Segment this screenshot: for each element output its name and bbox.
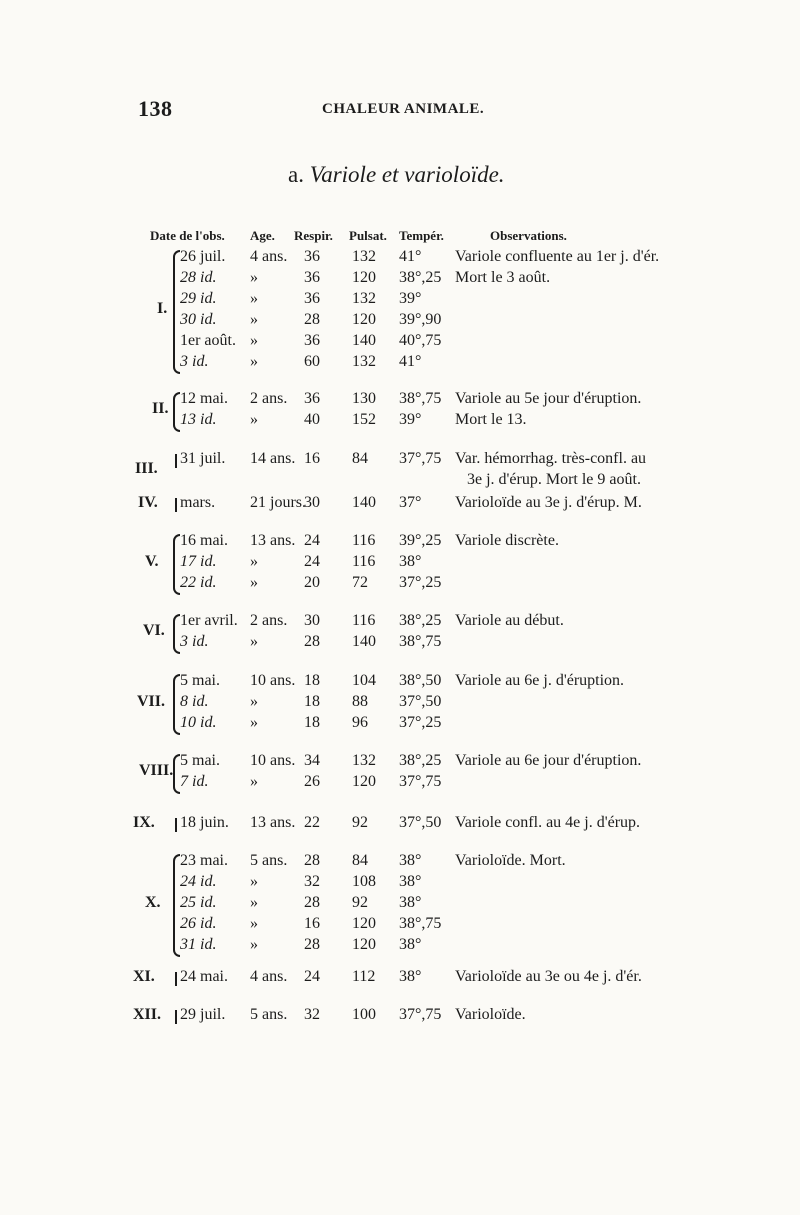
temper-cell: 37°,25 [399, 574, 442, 591]
table-row [0, 332, 800, 353]
table-row [0, 494, 800, 515]
age-cell: » [250, 873, 258, 890]
date-cell: 24 id. [180, 873, 217, 890]
pulsat-cell: 132 [352, 353, 376, 370]
respir-cell: 24 [304, 553, 320, 570]
temper-cell: 37°,75 [399, 773, 442, 790]
temper-cell: 41° [399, 353, 422, 370]
respir-cell: 28 [304, 633, 320, 650]
observation-cell: Mort le 13. [455, 411, 527, 428]
respir-cell: 36 [304, 390, 320, 407]
observation-cell: Variole confluente au 1er j. d'ér. [455, 248, 660, 265]
case-label: V. [145, 552, 159, 570]
pulsat-cell: 92 [352, 814, 368, 831]
observation-cell: Variole discrète. [455, 532, 559, 549]
temper-cell: 38° [399, 873, 422, 890]
pulsat-cell: 84 [352, 852, 368, 869]
table-row [0, 248, 800, 269]
respir-cell: 36 [304, 290, 320, 307]
case-label: X. [145, 893, 161, 911]
temper-cell: 39°,90 [399, 311, 442, 328]
age-cell: 2 ans. [250, 390, 288, 407]
temper-cell: 39° [399, 290, 422, 307]
table-row [0, 852, 800, 873]
table-row [0, 693, 800, 714]
date-cell: 17 id. [180, 553, 217, 570]
case-label: VIII. [139, 762, 174, 779]
temper-cell: 37° [399, 494, 422, 511]
respir-cell: 28 [304, 852, 320, 869]
age-cell: 21 jours. [250, 494, 306, 511]
table-row [0, 311, 800, 332]
temper-cell: 38°,75 [399, 390, 442, 407]
pulsat-cell: 120 [352, 915, 376, 932]
pulsat-cell: 92 [352, 894, 368, 911]
table-row [0, 773, 800, 794]
respir-cell: 20 [304, 574, 320, 591]
respir-cell: 18 [304, 693, 320, 710]
temper-cell: 38°,25 [399, 752, 442, 769]
table-row [0, 968, 800, 989]
table-row [0, 269, 800, 290]
pulsat-cell: 104 [352, 672, 376, 689]
date-cell: 13 id. [180, 411, 217, 428]
pulsat-cell: 100 [352, 1006, 376, 1023]
age-cell: 14 ans. [250, 450, 296, 467]
pulsat-cell: 130 [352, 390, 376, 407]
temper-cell: 39° [399, 411, 422, 428]
observation-cell: Varioloïde au 3e j. d'érup. M. [455, 494, 642, 511]
column-header-observations: Observations. [490, 228, 567, 243]
respir-cell: 24 [304, 968, 320, 985]
date-cell: 25 id. [180, 894, 217, 911]
age-cell: » [250, 411, 258, 428]
case-label: IX. [133, 813, 155, 831]
table-row [0, 1006, 800, 1027]
table-row [0, 672, 800, 693]
age-cell: » [250, 269, 258, 286]
age-cell: 10 ans. [250, 752, 296, 769]
temper-cell: 38°,75 [399, 633, 442, 650]
date-cell: 3 id. [180, 633, 209, 650]
respir-cell: 28 [304, 894, 320, 911]
date-cell: 12 mai. [180, 390, 228, 407]
table-row [0, 936, 800, 957]
case-label: VI. [143, 622, 165, 639]
date-cell: 1er août. [180, 332, 236, 349]
table-row [0, 873, 800, 894]
age-cell: 4 ans. [250, 248, 288, 265]
respir-cell: 18 [304, 672, 320, 689]
column-header-date: Date de l'obs. [150, 228, 225, 243]
temper-cell: 37°,75 [399, 450, 442, 467]
date-cell: 1er avril. [180, 612, 238, 629]
observation-cell: Varioloïde au 3e ou 4e j. d'ér. [455, 968, 642, 985]
age-cell: 5 ans. [250, 1006, 288, 1023]
age-cell: 10 ans. [250, 672, 296, 689]
pulsat-cell: 140 [352, 633, 376, 650]
date-cell: 24 mai. [180, 968, 228, 985]
observation-cell: 3e j. d'érup. Mort le 9 août. [467, 471, 641, 488]
pulsat-cell: 116 [352, 532, 376, 549]
case-label: XII. [133, 1005, 162, 1023]
pulsat-cell: 120 [352, 311, 376, 328]
date-cell: 5 mai. [180, 752, 220, 769]
respir-cell: 26 [304, 773, 320, 790]
pulsat-cell: 88 [352, 693, 368, 710]
temper-cell: 38° [399, 968, 422, 985]
case-label: VII. [137, 692, 166, 710]
respir-cell: 32 [304, 873, 320, 890]
observation-cell: Var. hémorrhag. très-confl. au [455, 450, 647, 467]
table-row [0, 353, 800, 374]
date-cell: 30 id. [180, 311, 217, 328]
table-row [0, 633, 800, 654]
age-cell: 13 ans. [250, 532, 296, 549]
observation-cell: Varioloïde. [455, 1006, 526, 1023]
pulsat-cell: 96 [352, 714, 368, 731]
pulsat-cell: 84 [352, 450, 368, 467]
date-cell: 28 id. [180, 269, 217, 286]
running-head: CHALEUR ANIMALE. [322, 101, 485, 117]
age-cell: » [250, 574, 258, 591]
case-label: XI. [133, 967, 155, 985]
pulsat-cell: 140 [352, 332, 376, 349]
age-cell: » [250, 936, 258, 953]
date-cell: 5 mai. [180, 672, 220, 689]
table-row [0, 532, 800, 553]
respir-cell: 40 [304, 411, 320, 428]
temper-cell: 37°,75 [399, 1006, 442, 1023]
respir-cell: 36 [304, 248, 320, 265]
temper-cell: 38°,25 [399, 612, 442, 629]
pulsat-cell: 72 [352, 574, 368, 591]
table-row [0, 411, 800, 432]
temper-cell: 38° [399, 894, 422, 911]
pulsat-cell: 116 [352, 553, 376, 570]
column-header-respir: Respir. [294, 228, 333, 243]
respir-cell: 16 [304, 915, 320, 932]
table-row [0, 390, 800, 411]
pulsat-cell: 140 [352, 494, 376, 511]
temper-cell: 38°,50 [399, 672, 442, 689]
table-row [0, 915, 800, 936]
age-cell: » [250, 693, 258, 710]
respir-cell: 28 [304, 936, 320, 953]
temper-cell: 38°,75 [399, 915, 442, 932]
temper-cell: 38°,25 [399, 269, 442, 286]
date-cell: 7 id. [180, 773, 209, 790]
respir-cell: 30 [304, 494, 320, 511]
date-cell: 22 id. [180, 574, 217, 591]
respir-cell: 18 [304, 714, 320, 731]
column-header-pulsat: Pulsat. [349, 228, 387, 243]
date-cell: 3 id. [180, 353, 209, 370]
date-cell: mars. [180, 494, 216, 511]
age-cell: » [250, 311, 258, 328]
respir-cell: 16 [304, 450, 320, 467]
pulsat-cell: 120 [352, 936, 376, 953]
temper-cell: 39°,25 [399, 532, 442, 549]
temper-cell: 41° [399, 248, 422, 265]
age-cell: 4 ans. [250, 968, 288, 985]
pulsat-cell: 132 [352, 752, 376, 769]
date-cell: 26 juil. [180, 248, 226, 265]
age-cell: » [250, 915, 258, 932]
date-cell: 31 id. [180, 936, 217, 953]
pulsat-cell: 112 [352, 968, 376, 985]
date-cell: 23 mai. [180, 852, 228, 869]
respir-cell: 22 [304, 814, 320, 831]
respir-cell: 34 [304, 752, 320, 769]
section-title-text: Variole et varioloïde. [309, 162, 505, 187]
table-row-continuation [0, 471, 800, 492]
table-row [0, 574, 800, 595]
age-cell: » [250, 553, 258, 570]
temper-cell: 38° [399, 852, 422, 869]
respir-cell: 28 [304, 311, 320, 328]
table-row [0, 290, 800, 311]
pulsat-cell: 116 [352, 612, 376, 629]
age-cell: » [250, 633, 258, 650]
table-row [0, 894, 800, 915]
temper-cell: 38° [399, 936, 422, 953]
table-row [0, 612, 800, 633]
age-cell: » [250, 332, 258, 349]
pulsat-cell: 120 [352, 269, 376, 286]
column-header-age: Age. [250, 228, 275, 243]
observation-cell: Variole au 6e jour d'éruption. [455, 752, 642, 769]
temper-cell: 40°,75 [399, 332, 442, 349]
pulsat-cell: 132 [352, 248, 376, 265]
table-row [0, 814, 800, 835]
table-row [0, 714, 800, 735]
temper-cell: 37°,25 [399, 714, 442, 731]
respir-cell: 36 [304, 332, 320, 349]
date-cell: 8 id. [180, 693, 209, 710]
observation-cell: Variole au début. [455, 612, 564, 629]
age-cell: » [250, 714, 258, 731]
pulsat-cell: 152 [352, 411, 376, 428]
date-cell: 29 juil. [180, 1006, 226, 1023]
date-cell: 10 id. [180, 714, 217, 731]
temper-cell: 37°,50 [399, 693, 442, 710]
table-row [0, 553, 800, 574]
case-label: III. [135, 460, 158, 477]
case-label: II. [152, 400, 169, 417]
section-title [288, 162, 505, 188]
age-cell: » [250, 894, 258, 911]
date-cell: 29 id. [180, 290, 217, 307]
observation-cell: Varioloïde. Mort. [455, 852, 566, 869]
respir-cell: 24 [304, 532, 320, 549]
age-cell: 5 ans. [250, 852, 288, 869]
date-cell: 16 mai. [180, 532, 228, 549]
section-letter: a. [288, 162, 304, 187]
case-label: IV. [138, 493, 158, 511]
table-row [0, 450, 800, 471]
table-row [0, 752, 800, 773]
respir-cell: 32 [304, 1006, 320, 1023]
age-cell: » [250, 773, 258, 790]
column-header-temper: Tempér. [399, 228, 444, 243]
respir-cell: 60 [304, 353, 320, 370]
pulsat-cell: 108 [352, 873, 376, 890]
date-cell: 26 id. [180, 915, 217, 932]
temper-cell: 37°,50 [399, 814, 442, 831]
observation-cell: Variole au 5e jour d'éruption. [455, 390, 642, 407]
age-cell: » [250, 353, 258, 370]
case-label: I. [157, 300, 168, 317]
age-cell: 13 ans. [250, 814, 296, 831]
respir-cell: 36 [304, 269, 320, 286]
respir-cell: 30 [304, 612, 320, 629]
temper-cell: 38° [399, 553, 422, 570]
date-cell: 18 juin. [180, 814, 229, 831]
age-cell: » [250, 290, 258, 307]
pulsat-cell: 132 [352, 290, 376, 307]
age-cell: 2 ans. [250, 612, 288, 629]
page-number: 138 [138, 96, 173, 121]
observation-cell: Variole confl. au 4e j. d'érup. [455, 814, 641, 831]
observation-cell: Variole au 6e j. d'éruption. [455, 672, 625, 689]
observation-cell: Mort le 3 août. [455, 269, 551, 286]
date-cell: 31 juil. [180, 450, 226, 467]
pulsat-cell: 120 [352, 773, 376, 790]
